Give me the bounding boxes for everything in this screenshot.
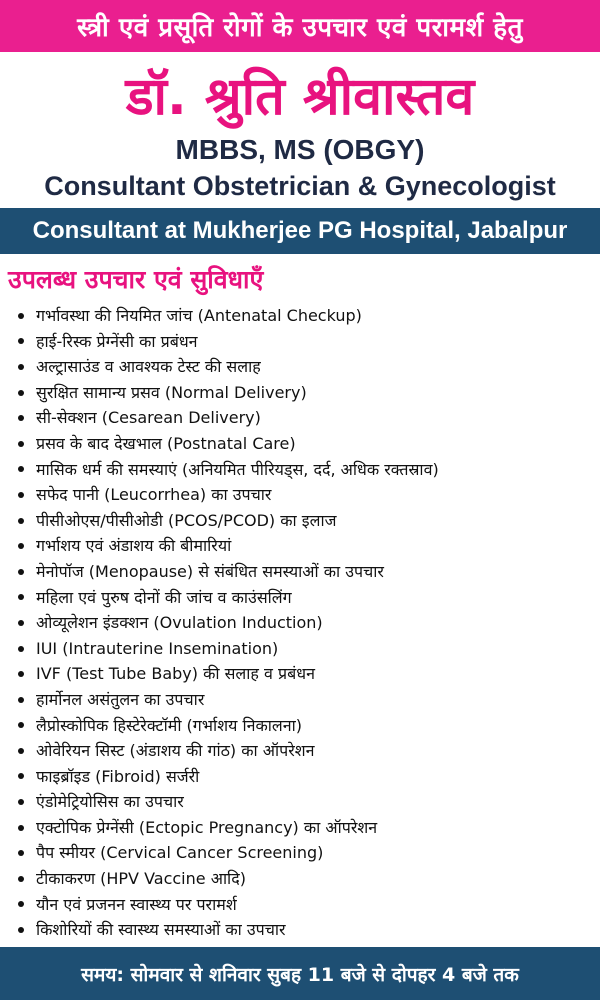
list-item [18,636,593,662]
list-item [18,892,593,918]
list-item [18,405,593,431]
list-item [18,457,593,483]
service-label: अल्ट्रासाउंड व आवश्यक टेस्ट की सलाह [36,357,261,377]
list-item [18,738,593,764]
bullet-icon [18,773,24,779]
bullet-icon [18,850,24,856]
bullet-icon [18,671,24,677]
service-label: सुरक्षित सामान्य प्रसव (Normal Delivery) [36,382,307,402]
service-label: ओव्यूलेशन इंडक्शन (Ovulation Induction) [36,613,323,633]
list-item [18,585,593,611]
list-item [18,687,593,713]
bullet-icon [18,620,24,626]
bullet-icon [18,364,24,370]
bullet-icon [18,338,24,344]
service-label: यौन एवं प्रजनन स्वास्थ्य पर परामर्श [36,894,237,914]
services-list [18,303,593,943]
service-label: मेनोपॉज (Menopause) से संबंधित समस्याओं का उपचार [36,561,384,581]
timing-banner [0,947,600,1000]
list-item [18,482,593,508]
bullet-icon [18,901,24,907]
service-label: फाइब्रॉइड (Fibroid) सर्जरी [36,766,200,786]
doctor-designation: Consultant Obstetrician & Gynecologist [44,171,556,201]
doctor-name: डॉ. श्रुति श्रीवास्तव [125,66,475,127]
list-item [18,559,593,585]
service-label: पैप स्मीयर (Cervical Cancer Screening) [36,843,324,863]
list-item [18,713,593,739]
timing-text: समय: सोमवार से शनिवार सुबह 11 बजे से दोपहर 4 बजे तक [81,963,519,986]
service-label: पीसीओएस/पीसीओडी (PCOS/PCOD) का इलाज [36,510,337,530]
doctor-degree: MBBS, MS (OBGY) [175,134,425,165]
bullet-icon [18,927,24,933]
tagline-banner [0,0,600,52]
list-item [18,380,593,406]
bullet-icon [18,466,24,472]
list-item [18,840,593,866]
hospital-banner [0,208,600,254]
service-label: किशोरियों की स्वास्थ्य समस्याओं का उपचार [36,920,286,940]
service-label: IVF (Test Tube Baby) की सलाह व प्रबंधन [36,664,315,684]
service-label: महिला एवं पुरुष दोनों की जांच व काउंसलिंग [36,587,292,607]
bullet-icon [18,569,24,575]
service-label: गर्भाशय एवं अंडाशय की बीमारियां [36,536,232,556]
bullet-icon [18,697,24,703]
service-label: एक्टोपिक प्रेग्नेंसी (Ectopic Pregnancy) का ऑपरेशन [36,817,378,837]
list-item [18,866,593,892]
list-item [18,789,593,815]
hospital-text: Consultant at Mukherjee PG Hospital, Jabalpur [32,217,568,244]
bullet-icon [18,748,24,754]
services-heading: उपलब्ध उपचार एवं सुविधाएँ [8,265,264,294]
service-label: IUI (Intrauterine Insemination) [36,638,279,658]
service-label: लैप्रोस्कोपिक हिस्टेरेक्टॉमी (गर्भाशय निकालना) [36,715,303,735]
bullet-icon [18,646,24,652]
list-item [18,303,593,329]
service-label: मासिक धर्म की समस्याएं (अनियमित पीरियड्स, दर्द, अधिक रक्तस्राव) [36,459,439,479]
list-item [18,661,593,687]
service-label: गर्भावस्था की नियमित जांच (Antenatal Checkup) [36,306,362,325]
bullet-icon [18,799,24,805]
service-label: सी-सेक्शन (Cesarean Delivery) [36,408,261,428]
list-item [18,431,593,457]
list-item [18,917,593,943]
tagline-text: स्त्री एवं प्रसूति रोगों के उपचार एवं परामर्श हेतु [77,13,523,43]
bullet-icon [18,390,24,396]
bullet-icon [18,415,24,421]
bullet-icon [18,441,24,447]
service-label: हाई-रिस्क प्रेग्नेंसी का प्रबंधन [36,331,198,351]
service-label: सफेद पानी (Leucorrhea) का उपचार [36,485,272,505]
list-item [18,508,593,534]
bullet-icon [18,313,24,319]
bullet-icon [18,876,24,882]
list-item [18,764,593,790]
list-item [18,815,593,841]
list-item [18,610,593,636]
service-label: टीकाकरण (HPV Vaccine आदि) [36,869,246,889]
bullet-icon [18,825,24,831]
service-label: ओवेरियन सिस्ट (अंडाशय की गांठ) का ऑपरेशन [36,741,315,761]
service-label: हार्मोनल असंतुलन का उपचार [36,689,205,709]
service-label: एंडोमेट्रियोसिस का उपचार [36,792,184,812]
list-item [18,329,593,355]
bullet-icon [18,594,24,600]
bullet-icon [18,492,24,498]
bullet-icon [18,518,24,524]
list-item [18,533,593,559]
list-item [18,354,593,380]
bullet-icon [18,543,24,549]
service-label: प्रसव के बाद देखभाल (Postnatal Care) [36,433,296,453]
bullet-icon [18,722,24,728]
